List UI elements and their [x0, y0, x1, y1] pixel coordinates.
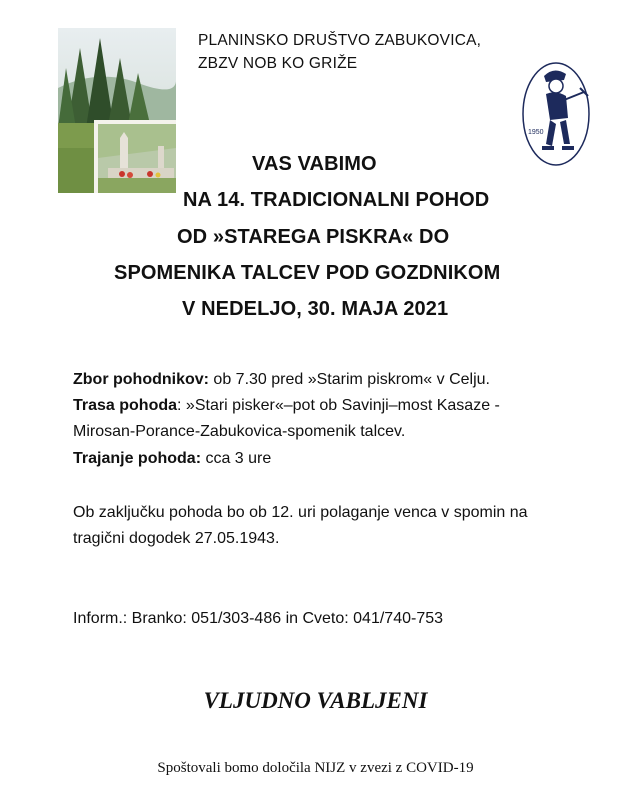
ceremony-text-continued: tragični dogodek 27.05.1943.	[73, 530, 280, 547]
logo-year: 1950	[528, 129, 544, 136]
event-date: V NEDELJO, 30. MAJA 2021	[182, 298, 449, 320]
route-info-continued: Mirosan-Porance-Zabukovica-spomenik talcev.	[73, 423, 406, 440]
event-title: NA 14. TRADICIONALNI POHOD	[183, 189, 490, 211]
organization-header	[198, 29, 481, 75]
covid-note: Spoštovali bomo določila NIJZ v zvezi z COVID-19	[157, 760, 474, 776]
ceremony-text: Ob zaključku pohoda bo ob 12. uri polaganje venca v spomin na	[73, 504, 528, 521]
duration-text: cca 3 ure	[201, 450, 272, 467]
duration-info	[73, 446, 271, 472]
route-info	[73, 393, 500, 419]
contact-info: Inform.: Branko: 051/303-486 in Cveto: 041/740-753	[73, 610, 444, 627]
meeting-text: ob 7.30 pred »Starim piskrom« v Celju.	[208, 371, 490, 388]
event-route-to: SPOMENIKA TALCEV POD GOZDNIKOM	[114, 262, 501, 284]
meeting-label: Zbor pohodnikov:	[73, 371, 209, 388]
invitation-heading: VAS VABIMO	[252, 153, 377, 175]
route-text: : »Stari pisker«–pot ob Savinji–most Kasaze -	[177, 397, 500, 414]
event-route-from: OD »STAREGA PISKRA« DO	[177, 226, 450, 248]
closing-greeting: VLJUDNO VABLJENI	[203, 688, 428, 713]
club-logo	[520, 60, 592, 168]
route-label: Trasa pohoda	[73, 397, 178, 414]
duration-label: Trajanje pohoda:	[73, 450, 202, 467]
meeting-info	[73, 367, 490, 393]
organization-name: PLANINSKO DRUŠTVO ZABUKOVICA,	[198, 32, 482, 49]
organization-subname: ZBZV NOB KO GRIŽE	[198, 55, 358, 72]
memorial-photo	[58, 28, 176, 193]
